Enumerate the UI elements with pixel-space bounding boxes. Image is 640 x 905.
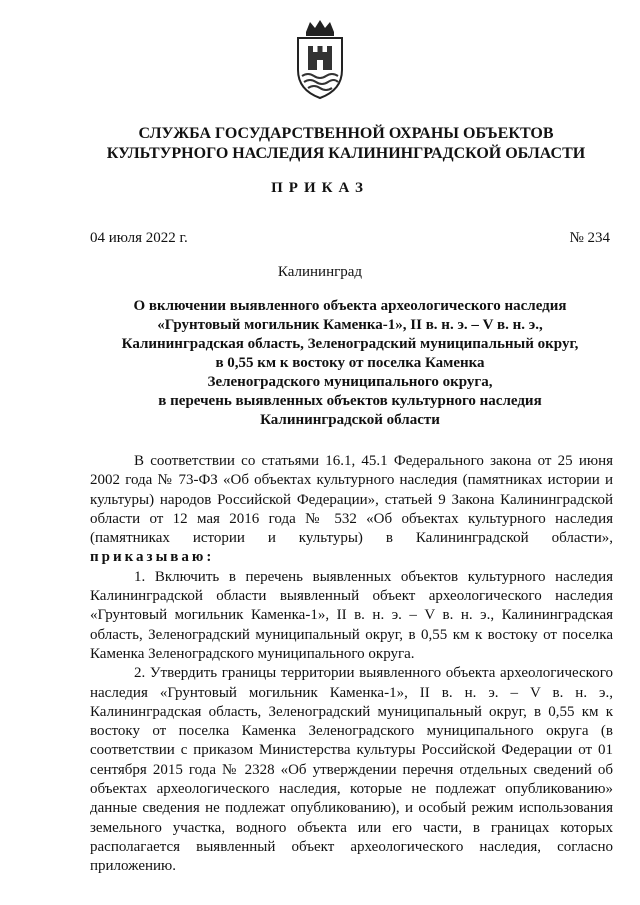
heading-line: в 0,55 км к востоку от поселка Каменка bbox=[215, 355, 485, 371]
document-type-title: ПРИКАЗ bbox=[271, 180, 369, 196]
organization-name-line1: СЛУЖБА ГОСУДАРСТВЕННОЙ ОХРАНЫ ОБЪЕКТОВ bbox=[138, 125, 554, 142]
heading-line: О включении выявленного объекта археологического наследия bbox=[133, 298, 567, 314]
coat-of-arms-icon bbox=[292, 18, 348, 100]
preamble-paragraph bbox=[90, 452, 613, 568]
heading-line: Калининградская область, Зеленоградский муниципальный округ, bbox=[121, 336, 579, 352]
order-word: приказываю: bbox=[90, 549, 215, 566]
order-item-1: 1. Включить в перечень выявленных объектов культурного наследия Калининградской области выявленный объект археологического наследия «Грунтовый могильник Каменка-1», II в. н. э. – V в. н. э., Калининградская область, Зеленоградский муниципальный округ, в 0,55 км к востоку от поселка Каменка Зеленоградского муниципального округа. bbox=[90, 568, 613, 662]
heading-line: Калининградской области bbox=[260, 412, 440, 428]
order-city: Калининград bbox=[277, 264, 363, 280]
order-item-2: 2. Утвердить границы территории выявленного объекта археологического наследия «Грунтовый могильник Каменка-1», II в. н. э. – V в. н. э., Калининградская область, Зеленоградский муниципальный округ, в 0,55 км к востоку от поселка Каменка Зеленоградского муниципального округа (в соответствии с приказом Министерства культуры Российской Федерации от 01 сентября 2015 года № 2328 «Об утверждении перечня отдельных сведений об объектах археологического наследия, которые не подлежат опубликованию» данные сведения не подлежат опубликованию), и особый режим использования земельного участка, водного объекта или его части, в границах которых располагается выявленный объект археологического наследия, согласно приложению. bbox=[90, 665, 613, 875]
order-heading bbox=[90, 297, 610, 430]
order-date: 04 июля 2022 г. bbox=[90, 230, 188, 246]
heading-line: в перечень выявленных объектов культурного наследия bbox=[158, 393, 542, 409]
order-number: № 234 bbox=[569, 230, 610, 246]
order-body bbox=[90, 452, 613, 877]
preamble-text: В соответствии со статьями 16.1, 45.1 Федерального закона от 25 июня 2002 года № 73-ФЗ «Об объектах культурного наследия (памятниках истории и культуры) народов Российской Федерации», статьей 9 Закона Калининградской области от 12 мая 2016 года № 532 «Об объектах культурного наследия (памятниках истории и культуры) в Калининградской области», bbox=[90, 453, 613, 547]
heading-line: Зеленоградского муниципального округа, bbox=[207, 374, 493, 390]
heading-line: «Грунтовый могильник Каменка-1», II в. н. э. – V в. н. э., bbox=[157, 317, 543, 333]
organization-name bbox=[66, 124, 626, 164]
organization-name-line2: КУЛЬТУРНОГО НАСЛЕДИЯ КАЛИНИНГРАДСКОЙ ОБЛАСТИ bbox=[106, 145, 586, 162]
